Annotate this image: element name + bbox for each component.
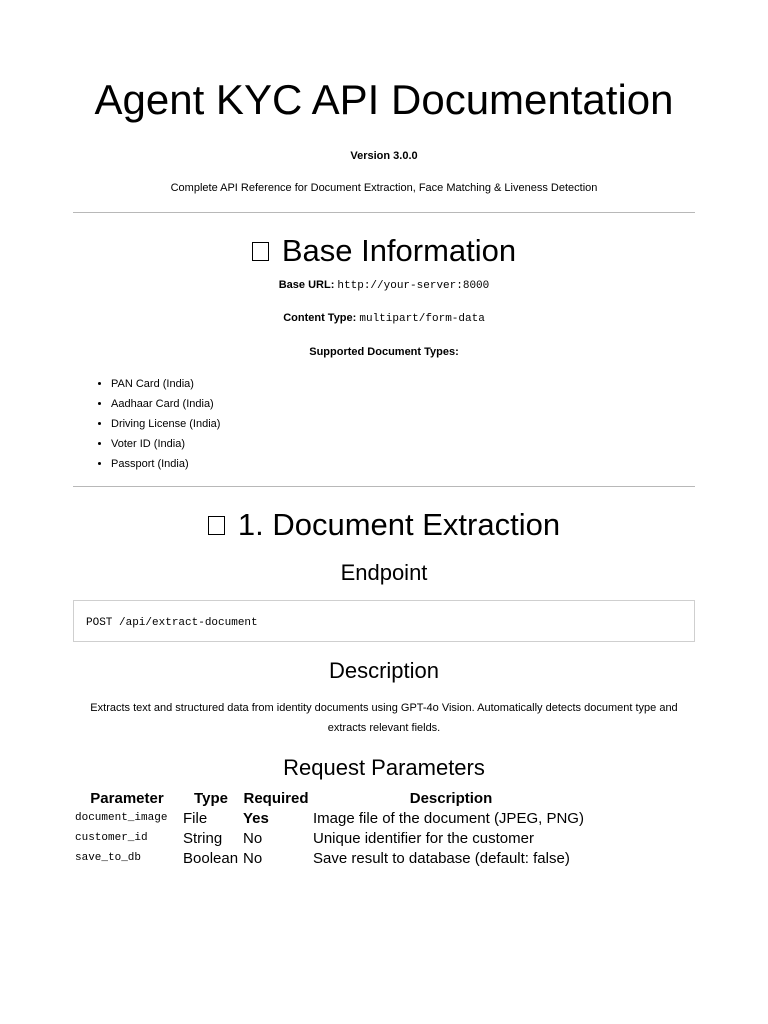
- params-heading: Request Parameters: [283, 755, 485, 780]
- base-url-label: Base URL:: [278, 279, 335, 291]
- checkbox-glyph-icon: [252, 242, 269, 261]
- checkbox-glyph-icon: [208, 516, 225, 535]
- base-url-value: http://your-server:8000: [337, 280, 490, 292]
- page-subtitle: Complete API Reference for Document Extraction, Face Matching & Liveness Detection: [170, 182, 598, 194]
- base-info-heading-text: Base Information: [281, 233, 517, 268]
- param-type: File: [183, 809, 208, 827]
- page-title: Agent KYC API Documentation: [94, 76, 674, 123]
- column-header: Parameter: [90, 789, 164, 807]
- param-required: Yes: [243, 809, 269, 827]
- param-description: Save result to database (default: false): [313, 849, 570, 867]
- table-header-row: [73, 788, 591, 808]
- endpoint-code: POST /api/extract-document: [86, 617, 258, 629]
- base-url-line: [73, 279, 695, 292]
- table-row: [73, 848, 591, 868]
- column-header: Type: [194, 789, 228, 807]
- list-item: • Voter ID (India): [111, 434, 695, 454]
- list-item: • Driving License (India): [111, 414, 695, 434]
- param-type: Boolean: [183, 849, 239, 867]
- version-label: Version 3.0.0: [350, 150, 418, 162]
- param-name: document_image: [75, 812, 168, 824]
- content-type-value: multipart/form-data: [359, 313, 485, 325]
- list-item: • PAN Card (India): [111, 374, 695, 394]
- content-type-label: Content Type:: [283, 312, 357, 324]
- param-description: Unique identifier for the customer: [313, 829, 534, 847]
- param-required: No: [243, 829, 263, 847]
- document-page: [73, 0, 695, 868]
- column-header: Description: [409, 789, 493, 807]
- section1-heading-text: 1. Document Extraction: [237, 507, 561, 542]
- param-required: No: [243, 849, 263, 867]
- doc-types-label: Supported Document Types:: [309, 346, 459, 358]
- param-type: String: [183, 829, 223, 847]
- content-type-line: [73, 312, 695, 325]
- list-item: • Passport (India): [111, 454, 695, 474]
- param-name: save_to_db: [75, 852, 142, 864]
- base-info-heading: [73, 233, 695, 269]
- list-item: • Aadhaar Card (India): [111, 394, 695, 414]
- table-row: [73, 828, 591, 848]
- description-heading: Description: [328, 658, 440, 683]
- endpoint-code-block: [73, 600, 695, 642]
- doc-types-label-line: [73, 346, 695, 358]
- column-header: Required: [243, 789, 309, 807]
- section1-heading: [73, 507, 695, 543]
- endpoint-heading: Endpoint: [340, 560, 428, 585]
- description-text: Extracts text and structured data from identity documents using GPT-4o Vision. Automatically detects document type and extracts relevant fields.: [90, 702, 678, 734]
- table-row: [73, 808, 591, 828]
- param-description: Image file of the document (JPEG, PNG): [313, 809, 584, 827]
- doc-types-list: [73, 374, 695, 474]
- param-name: customer_id: [75, 832, 148, 844]
- params-table: [73, 788, 591, 868]
